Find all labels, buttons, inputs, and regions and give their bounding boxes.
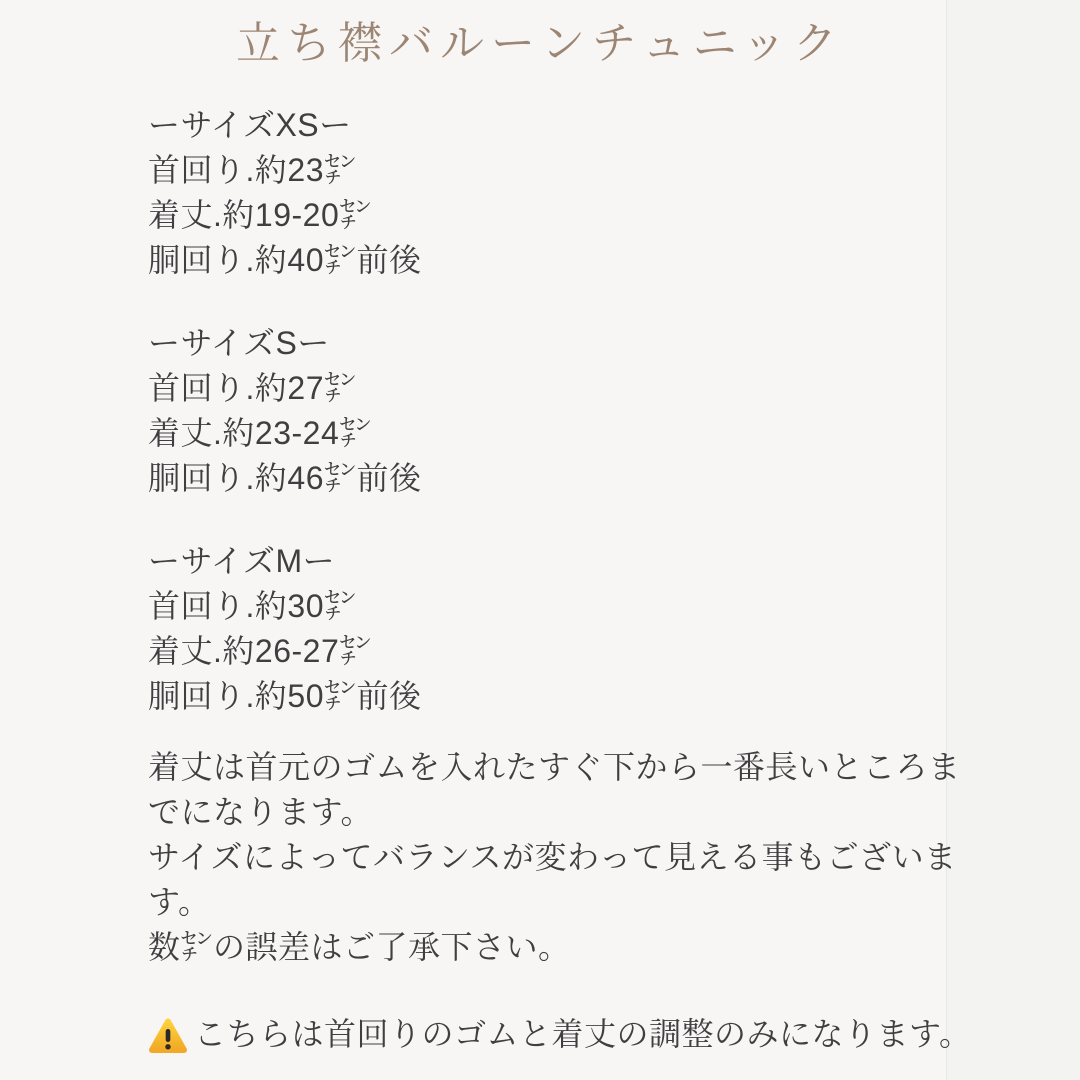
size-section-xs: [148, 103, 963, 283]
note-tolerance: 数㌢の誤差はご了承下さい。: [148, 929, 571, 965]
size-section-m: [148, 539, 963, 719]
note-length-definition: 着丈は首元のゴムを入れたすぐ下から一番長いところまでになります。: [148, 749, 961, 830]
warning-text: こちらは首回りのゴムと着丈の調整のみになります。: [194, 1016, 972, 1052]
measurement-length: 着丈.約19-20㌢: [148, 197, 372, 233]
measurement-girth: 胴回り.約50㌢前後: [148, 678, 422, 714]
size-header: ーサイズSー: [148, 325, 330, 361]
notes-block: [148, 745, 963, 970]
measurement-length: 着丈.約23-24㌢: [148, 415, 372, 451]
measurement-neck: 首回り.約30㌢: [148, 588, 357, 624]
measurement-neck: 首回り.約23㌢: [148, 152, 357, 188]
page-title: 立ち襟バルーンチュニック: [235, 19, 845, 68]
size-header: ーサイズMー: [148, 543, 336, 579]
size-chart-content: [148, 103, 972, 1057]
size-header: ーサイズXSー: [148, 107, 352, 143]
measurement-girth: 胴回り.約46㌢前後: [148, 460, 422, 496]
size-section-s: [148, 321, 963, 501]
note-balance: サイズによってバランスが変わって見える事もございます。: [148, 839, 957, 920]
measurement-length: 着丈.約26-27㌢: [148, 633, 372, 669]
measurement-neck: 首回り.約27㌢: [148, 370, 357, 406]
measurement-girth: 胴回り.約40㌢前後: [148, 242, 422, 278]
warning-row: [148, 1012, 972, 1057]
warning-triangle-icon: [148, 1017, 188, 1055]
